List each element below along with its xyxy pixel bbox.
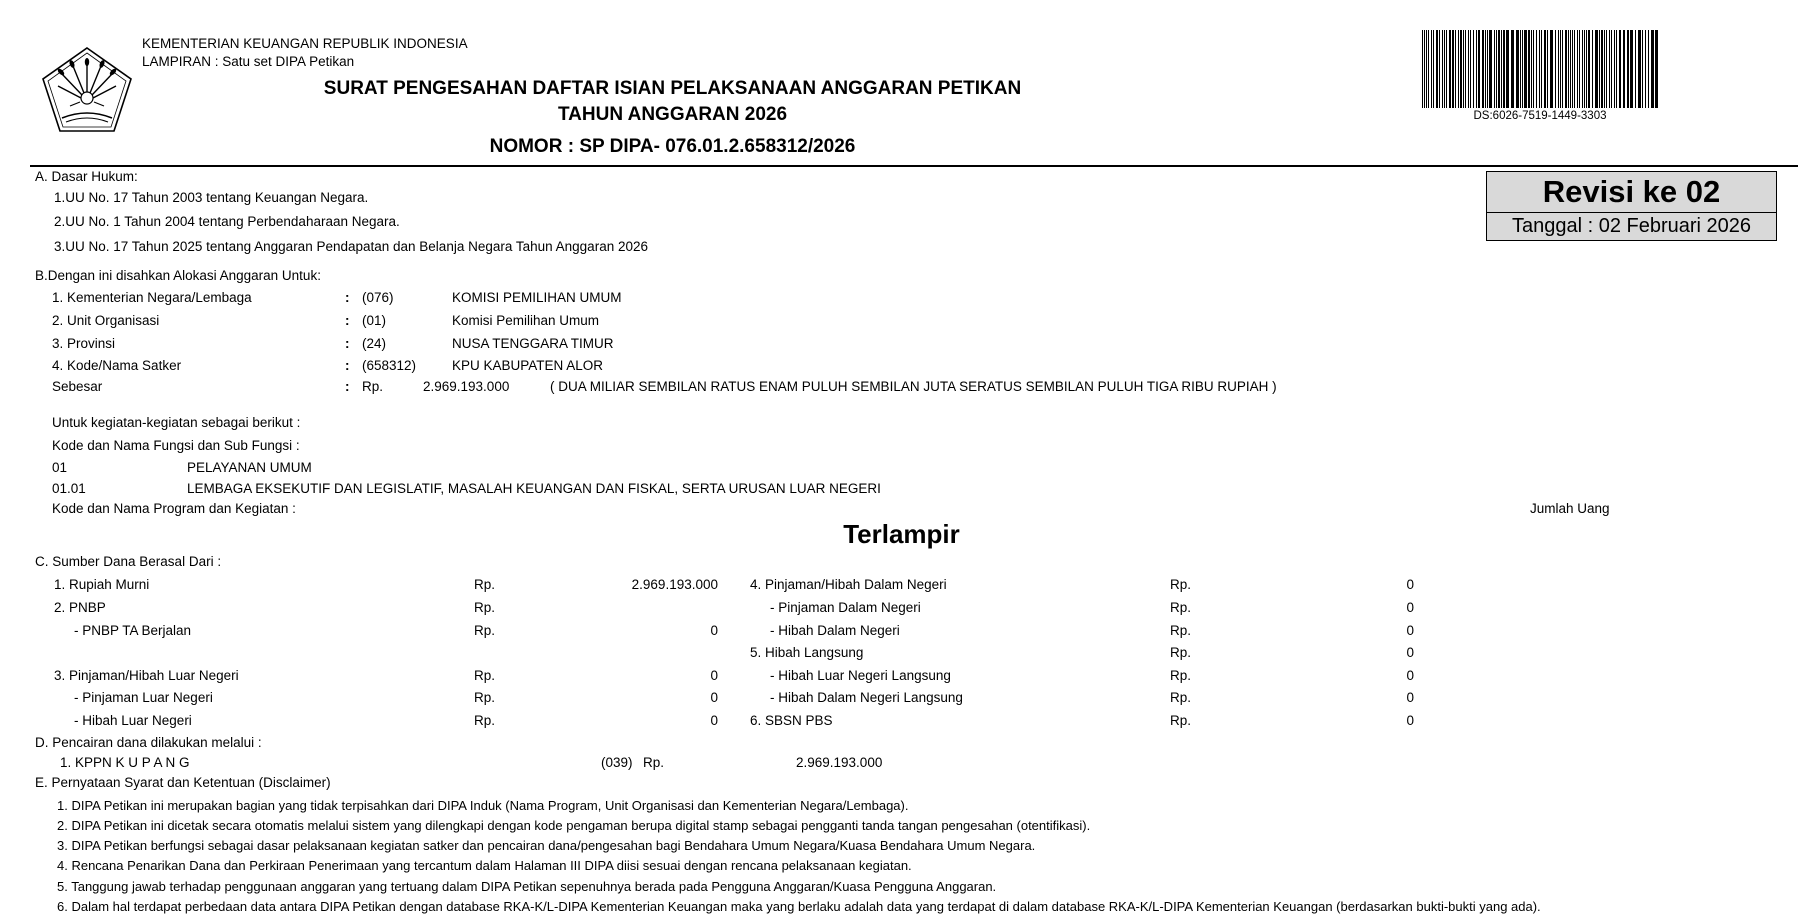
- fund-currency: Rp.: [1170, 690, 1192, 705]
- fund-value: 0: [1406, 600, 1414, 615]
- function-name: PELAYANAN UMUM: [187, 460, 312, 475]
- barcode-bar: [1487, 30, 1488, 108]
- allocation-colon: :: [345, 290, 350, 305]
- kppn-value: 2.969.193.000: [796, 755, 883, 770]
- barcode-bar: [1539, 30, 1540, 108]
- program-heading: Kode dan Nama Program dan Kegiatan :: [52, 501, 296, 516]
- allocation-name: Komisi Pemilihan Umum: [452, 313, 600, 328]
- barcode-bar: [1531, 30, 1532, 108]
- barcode-bar: [1468, 30, 1469, 108]
- barcode-bar: [1501, 30, 1502, 108]
- function-code: 01: [52, 460, 68, 475]
- barcode-bar: [1433, 30, 1434, 108]
- attached-label: Terlampir: [843, 519, 960, 549]
- fund-currency: Rp.: [1170, 713, 1192, 728]
- barcode-bar: [1592, 30, 1593, 108]
- barcode-bar: [1560, 30, 1561, 108]
- fund-currency: Rp.: [474, 668, 496, 683]
- fund-label: 4. Pinjaman/Hibah Dalam Negeri: [750, 577, 947, 592]
- barcode-bar: [1476, 30, 1477, 108]
- fund-currency: Rp.: [1170, 600, 1192, 615]
- allocation-name: KPU KABUPATEN ALOR: [452, 358, 604, 373]
- barcode-bar: [1584, 30, 1585, 108]
- barcode-bar: [1627, 30, 1629, 108]
- barcode-bar: [1470, 30, 1471, 108]
- kppn-currency: Rp.: [643, 755, 665, 770]
- activities-intro: Untuk kegiatan-kegiatan sebagai berikut :: [52, 415, 301, 430]
- disclaimer-item: 2. DIPA Petikan ini dicetak secara otomatis melalui sistem yang dilengkapi dengan kode pengaman berupa digital stamp sebagai pengganti tanda tangan pengesahan (otentifikasi).: [57, 818, 1091, 833]
- barcode-bar: [1498, 30, 1500, 108]
- barcode-bar: [1642, 30, 1643, 108]
- barcode-bar: [1449, 30, 1451, 108]
- revision-box: [1486, 171, 1777, 241]
- barcode-bar: [1645, 30, 1646, 108]
- barcode-bar: [1609, 30, 1610, 108]
- legal-basis-item: 1.UU No. 17 Tahun 2003 tentang Keuangan Negara.: [54, 190, 369, 205]
- barcode-bar: [1522, 30, 1523, 108]
- function-name: LEMBAGA EKSEKUTIF DAN LEGISLATIF, MASALAH KEUANGAN DAN FISKAL, SERTA URUSAN LUAR NEGERI: [187, 481, 881, 496]
- fund-label: 1. Rupiah Murni: [54, 577, 150, 592]
- fund-label: 5. Hibah Langsung: [750, 645, 864, 660]
- allocation-label: 1. Kementerian Negara/Lembaga: [52, 290, 252, 305]
- barcode-bar: [1426, 30, 1427, 108]
- fund-currency: Rp.: [474, 600, 496, 615]
- barcode-bar: [1533, 30, 1534, 108]
- barcode-bar: [1565, 30, 1567, 108]
- barcode-bar: [1446, 30, 1447, 108]
- barcode-bar: [1648, 30, 1649, 108]
- fund-label: - Hibah Dalam Negeri Langsung: [770, 690, 963, 705]
- barcode-bar: [1611, 30, 1612, 108]
- barcode-text: DS:6026-7519-1449-3303: [1473, 110, 1607, 122]
- barcode-bar: [1638, 30, 1641, 108]
- fund-value: 2.969.193.000: [631, 577, 718, 592]
- fund-label: - PNBP TA Berjalan: [74, 623, 192, 638]
- barcode-bar: [1436, 30, 1438, 108]
- fund-label: 3. Pinjaman/Hibah Luar Negeri: [54, 668, 239, 683]
- fund-value: 0: [1406, 577, 1414, 592]
- barcode-bar: [1616, 30, 1617, 108]
- amount-colon: :: [345, 379, 350, 394]
- fund-currency: Rp.: [1170, 623, 1192, 638]
- barcode-bar: [1651, 30, 1654, 108]
- kppn-label: 1. KPPN K U P A N G: [60, 755, 190, 770]
- barcode-bar: [1511, 30, 1514, 108]
- barcode-bar: [1588, 30, 1590, 108]
- barcode-bar: [1601, 30, 1603, 108]
- barcode-bar: [1619, 30, 1621, 108]
- fund-label: - Hibah Luar Negeri: [74, 713, 192, 728]
- barcode-bar: [1586, 30, 1587, 108]
- barcode-image: [1422, 30, 1658, 108]
- barcode-bar: [1555, 30, 1556, 108]
- barcode-bar: [1524, 30, 1527, 108]
- barcode-bar: [1473, 30, 1474, 108]
- fund-currency: Rp.: [1170, 577, 1192, 592]
- fund-value: 0: [1406, 668, 1414, 683]
- barcode-bar: [1465, 30, 1466, 108]
- amount-column-heading: Jumlah Uang: [1530, 501, 1610, 516]
- fund-value: 0: [710, 623, 718, 638]
- allocation-colon: :: [345, 313, 350, 328]
- fund-label: - Pinjaman Dalam Negeri: [770, 600, 921, 615]
- fund-value: 0: [1406, 645, 1414, 660]
- allocation-code: (24): [362, 336, 387, 351]
- allocation-name: NUSA TENGGARA TIMUR: [452, 336, 614, 351]
- allocation-label: 2. Unit Organisasi: [52, 313, 160, 328]
- document-number: NOMOR : SP DIPA- 076.01.2.658312/2026: [489, 136, 856, 157]
- barcode-bar: [1460, 30, 1462, 108]
- barcode-bar: [1558, 30, 1559, 108]
- section-e-heading: E. Pernyataan Syarat dan Ketentuan (Disclaimer): [35, 775, 331, 790]
- section-a-heading: A. Dasar Hukum:: [35, 169, 138, 184]
- barcode-bar: [1478, 30, 1480, 108]
- amount-currency: Rp.: [362, 379, 384, 394]
- fund-value: 0: [1406, 690, 1414, 705]
- fund-currency: Rp.: [474, 577, 496, 592]
- barcode-bar: [1536, 30, 1537, 108]
- fiscal-year: TAHUN ANGGARAN 2026: [557, 104, 788, 125]
- legal-basis-item: 2.UU No. 1 Tahun 2004 tentang Perbendaharaan Negara.: [54, 214, 400, 229]
- barcode-bar: [1568, 30, 1569, 108]
- barcode-bar: [1455, 30, 1456, 108]
- barcode-bar: [1599, 30, 1600, 108]
- legal-basis-item: 3.UU No. 17 Tahun 2025 tentang Anggaran Pendapatan dan Belanja Negara Tahun Anggaran 2026: [54, 239, 648, 254]
- revision-title: Revisi ke 02: [1487, 172, 1776, 213]
- fund-value: 0: [710, 713, 718, 728]
- fund-currency: Rp.: [474, 690, 496, 705]
- barcode-bar: [1444, 30, 1445, 108]
- fund-label: - Hibah Dalam Negeri: [770, 623, 900, 638]
- fund-currency: Rp.: [1170, 645, 1192, 660]
- fund-value: 0: [710, 690, 718, 705]
- barcode-bar: [1489, 30, 1492, 108]
- barcode-bar: [1442, 30, 1443, 108]
- section-d-heading: D. Pencairan dana dilakukan melalui :: [35, 735, 262, 750]
- allocation-code: (076): [362, 290, 394, 305]
- allocation-colon: :: [345, 336, 350, 351]
- section-c-heading: C. Sumber Dana Berasal Dari :: [35, 554, 222, 569]
- disclaimer-item: 1. DIPA Petikan ini merupakan bagian yang tidak terpisahkan dari DIPA Induk (Nama Program, Unit Organisasi dan Kementerian Negara/Lembaga).: [57, 798, 909, 813]
- barcode-bar: [1582, 30, 1583, 108]
- barcode-bar: [1562, 30, 1563, 108]
- barcode-bar: [1494, 30, 1495, 108]
- barcode-bar: [1439, 30, 1440, 108]
- ministry-name: KEMENTERIAN KEUANGAN REPUBLIK INDONESIA: [142, 36, 468, 51]
- barcode-bar: [1520, 30, 1521, 108]
- fund-currency: Rp.: [474, 713, 496, 728]
- barcode-bar: [1458, 30, 1459, 108]
- amount-value: 2.969.193.000: [423, 379, 510, 394]
- fund-label: - Pinjaman Luar Negeri: [74, 690, 213, 705]
- fund-label: 2. PNBP: [54, 600, 106, 615]
- attachment-label: LAMPIRAN : Satu set DIPA Petikan: [142, 54, 355, 69]
- barcode-bar: [1485, 30, 1486, 108]
- allocation-name: KOMISI PEMILIHAN UMUM: [452, 290, 622, 305]
- barcode-bar: [1544, 30, 1546, 108]
- barcode-bar: [1528, 30, 1530, 108]
- barcode-bar: [1577, 30, 1578, 108]
- barcode-bar: [1570, 30, 1571, 108]
- barcode-bar: [1635, 30, 1636, 108]
- fund-value: 0: [710, 668, 718, 683]
- barcode-bar: [1463, 30, 1464, 108]
- barcode-bar: [1630, 30, 1633, 108]
- amount-label: Sebesar: [52, 379, 103, 394]
- disclaimer-item: 6. Dalam hal terdapat perbedaan data antara DIPA Petikan dengan database RKA-K/L-DIPA Kementerian Keuangan maka yang berlaku adalah data yang terdapat di dalam database RKA-K/L-DIPA Kementerian Keuangan (berdasarkan bukti-bukti yang ada).: [57, 899, 1541, 914]
- allocation-code: (01): [362, 313, 387, 328]
- disclaimer-item: 5. Tanggung jawab terhadap penggunaan anggaran yang tertuang dalam DIPA Petikan sepenuhnya berada pada Pengguna Anggaran/Kuasa Pengguna Anggaran.: [57, 879, 997, 894]
- barcode-bar: [1503, 30, 1505, 108]
- allocation-label: 3. Provinsi: [52, 336, 116, 351]
- barcode-bar: [1572, 30, 1573, 108]
- barcode-bar: [1428, 30, 1429, 108]
- allocation-label: 4. Kode/Nama Satker: [52, 358, 182, 373]
- fund-value: 0: [1406, 623, 1414, 638]
- kppn-code: (039): [601, 755, 633, 770]
- fund-label: 6. SBSN PBS: [750, 713, 833, 728]
- barcode-bar: [1422, 30, 1423, 108]
- fund-label: - Hibah Luar Negeri Langsung: [770, 668, 951, 683]
- disclaimer-item: 3. DIPA Petikan berfungsi sebagai dasar pelaksanaan kegiatan satker dan pencairan dana/pengesahan bagi Bendahara Umum Negara/Kuasa Bendahara Umum Negara.: [57, 838, 1036, 853]
- function-code: 01.01: [52, 481, 86, 496]
- barcode-bar: [1604, 30, 1605, 108]
- barcode-bar: [1541, 30, 1542, 108]
- document-title: SURAT PENGESAHAN DAFTAR ISIAN PELAKSANAAN ANGGARAN PETIKAN: [323, 78, 1022, 99]
- revision-date: Tanggal : 02 Februari 2026: [1511, 215, 1752, 237]
- amount-in-words: ( DUA MILIAR SEMBILAN RATUS ENAM PULUH SEMBILAN JUTA SERATUS SEMBILAN PULUH TIGA RIBU RUPIAH ): [550, 379, 1277, 394]
- barcode-bar: [1655, 30, 1658, 108]
- barcode-bar: [1452, 30, 1454, 108]
- function-heading: Kode dan Nama Fungsi dan Sub Fungsi :: [52, 438, 300, 453]
- barcode-bar: [1516, 30, 1519, 108]
- header-divider: [30, 165, 1798, 167]
- barcode-bar: [1574, 30, 1575, 108]
- barcode-bar: [1595, 30, 1598, 108]
- barcode-bar: [1614, 30, 1615, 108]
- barcode-bar: [1606, 30, 1607, 108]
- fund-currency: Rp.: [474, 623, 496, 638]
- fund-currency: Rp.: [1170, 668, 1192, 683]
- fund-value: 0: [1406, 713, 1414, 728]
- barcode-bar: [1550, 30, 1553, 108]
- barcode-bar: [1506, 30, 1509, 108]
- barcode-bar: [1579, 30, 1580, 108]
- allocation-colon: :: [345, 358, 350, 373]
- allocation-code: (658312): [362, 358, 417, 373]
- section-b-heading: B.Dengan ini disahkan Alokasi Anggaran Untuk:: [35, 268, 321, 283]
- barcode-bar: [1424, 30, 1425, 108]
- disclaimer-item: 4. Rencana Penarikan Dana dan Perkiraan Penerimaan yang tercantum dalam Halaman III DIPA diisi sesuai dengan rencana pelaksanaan kegiatan.: [57, 858, 912, 873]
- barcode-bar: [1431, 30, 1432, 108]
- barcode-bar: [1623, 30, 1625, 108]
- barcode-bar: [1496, 30, 1497, 108]
- barcode-bar: [1547, 30, 1548, 108]
- barcode-bar: [1482, 30, 1484, 108]
